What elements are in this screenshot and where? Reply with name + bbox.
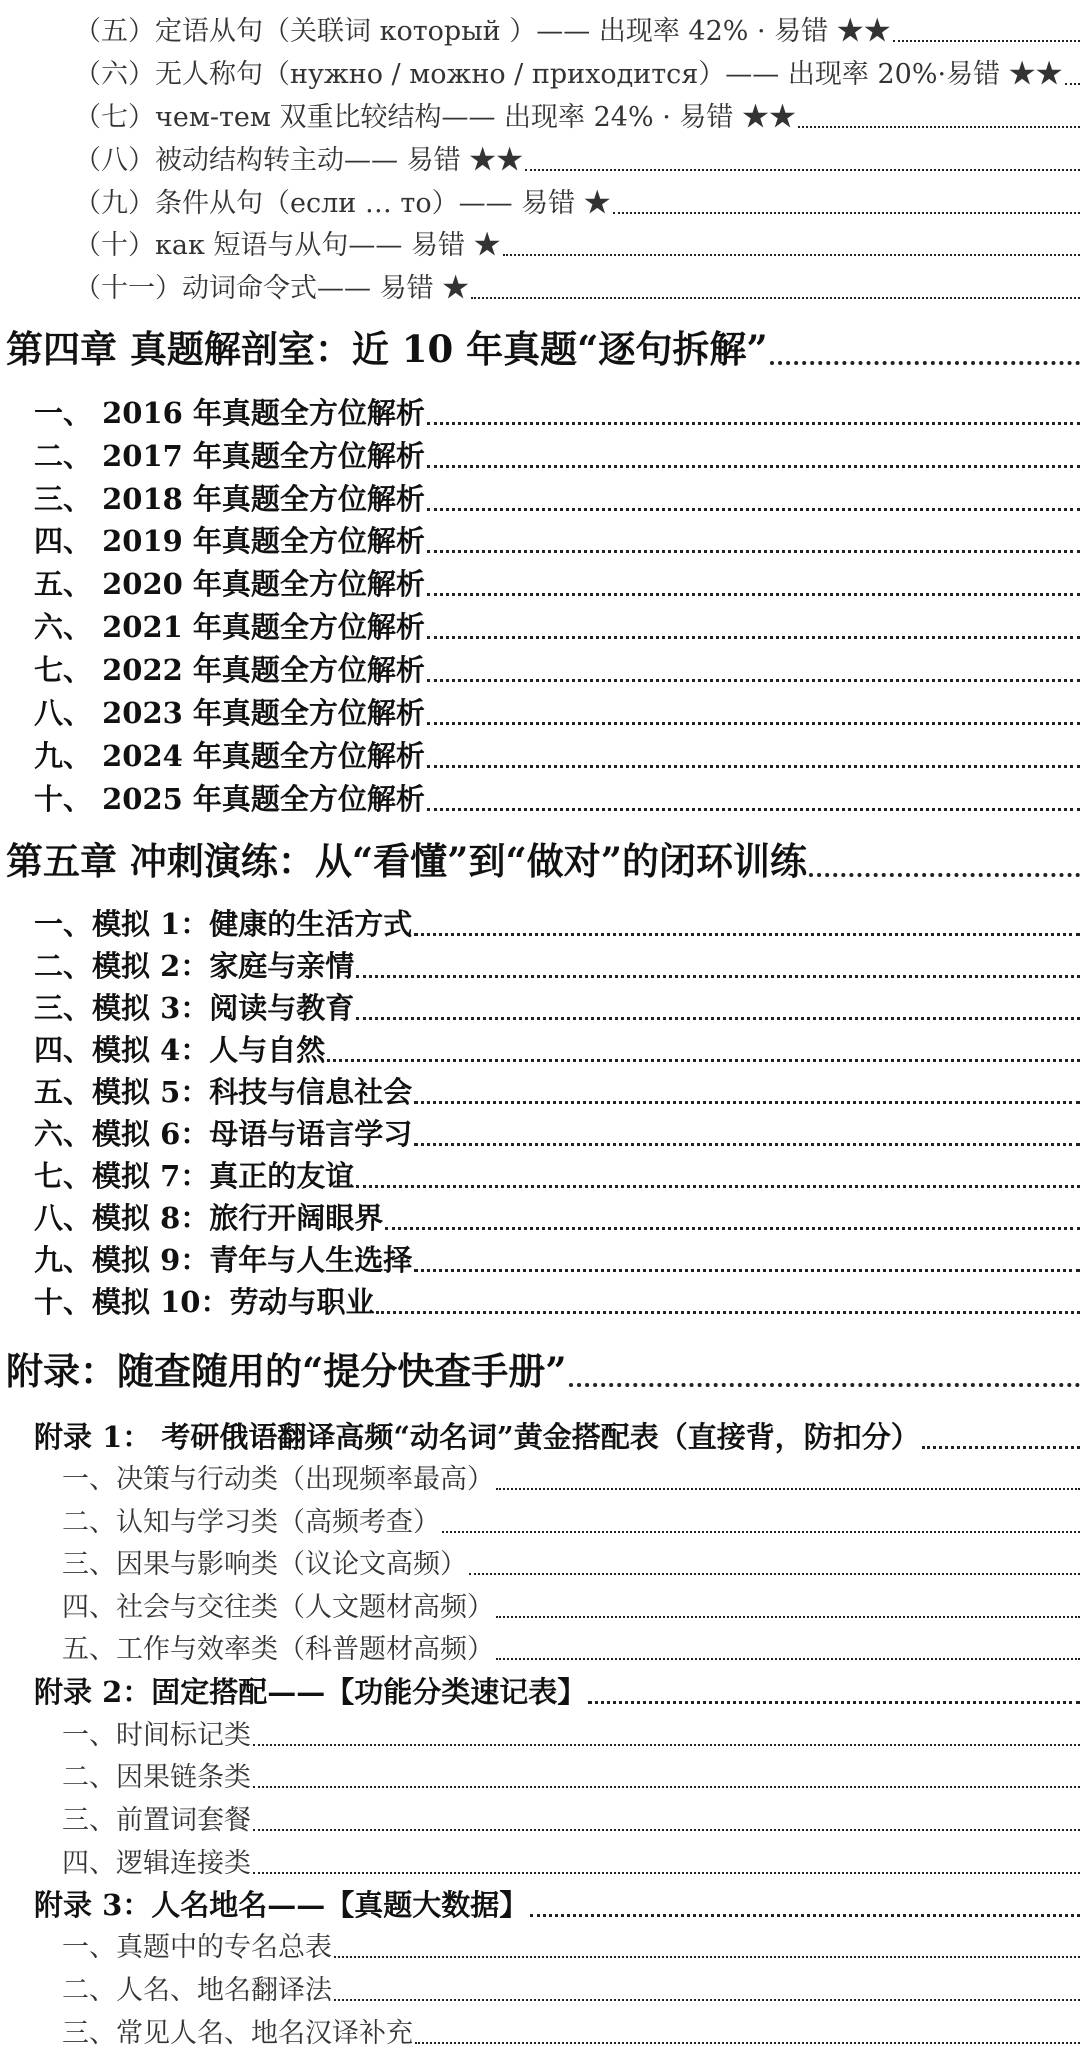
- toc-entry-label: （九）条件从句（если … то）—— 易错 ★: [74, 188, 611, 219]
- dot-leader: [469, 1573, 1080, 1575]
- dot-leader: [253, 1872, 1080, 1874]
- toc-entry[interactable]: [0, 985, 1080, 1027]
- toc-entry[interactable]: [0, 518, 1080, 560]
- dot-leader: [415, 2042, 1080, 2044]
- dot-leader: [442, 1531, 1080, 1533]
- dot-leader: [496, 1616, 1080, 1618]
- toc-entry-label: 二、认知与学习类（高频考查）: [62, 1507, 440, 1538]
- dot-leader: [893, 40, 1080, 42]
- toc-entry-label: 七、 2022 年真题全方位解析: [34, 653, 425, 687]
- dot-leader: [253, 1829, 1080, 1831]
- toc-entry[interactable]: [0, 1924, 1080, 1964]
- toc-entry[interactable]: [0, 1456, 1080, 1496]
- dot-leader: [798, 126, 1080, 128]
- toc-entry-label: 九、 2024 年真题全方位解析: [34, 739, 425, 773]
- toc-entry-label: （八）被动结构转主动—— 易错 ★★: [74, 145, 524, 176]
- dot-leader: [427, 808, 1080, 811]
- toc-entry-label: 二、人名、地名翻译法: [62, 1975, 332, 2006]
- toc-appendix-part[interactable]: [0, 1667, 1080, 1711]
- toc-entry[interactable]: [0, 137, 1080, 177]
- toc-entry-label: 八、 2023 年真题全方位解析: [34, 696, 425, 730]
- dot-leader: [427, 765, 1080, 768]
- dot-leader: [385, 1227, 1080, 1230]
- toc-entry-label: 六、模拟 6：母语与语言学习: [34, 1117, 413, 1151]
- toc-entry-label: 十、模拟 10：劳动与职业: [34, 1285, 375, 1319]
- toc-entry-label: 一、真题中的专名总表: [62, 1932, 332, 1963]
- toc-entry-label: 二、因果链条类: [62, 1762, 251, 1793]
- toc-entry-label: 三、 2018 年真题全方位解析: [34, 482, 425, 516]
- toc-entry[interactable]: [0, 1840, 1080, 1880]
- toc-entry-label: 七、模拟 7：真正的友谊: [34, 1159, 355, 1193]
- dot-leader: [356, 1017, 1080, 1020]
- toc-entry-label: 十、 2025 年真题全方位解析: [34, 782, 425, 816]
- toc-entry[interactable]: [0, 94, 1080, 134]
- toc-chapter-heading[interactable]: [0, 835, 1080, 885]
- toc-entry[interactable]: [0, 776, 1080, 818]
- toc-entry-label: 二、 2017 年真题全方位解析: [34, 439, 425, 473]
- dot-leader: [414, 933, 1080, 936]
- toc-entry-label: 五、模拟 5：科技与信息社会: [34, 1075, 413, 1109]
- appendix-title: 附录：随查随用的“提分快查手册”: [6, 1349, 567, 1393]
- dot-leader: [922, 1446, 1080, 1449]
- toc-entry-label: 四、模拟 4：人与自然: [34, 1033, 326, 1067]
- dot-leader: [253, 1786, 1080, 1788]
- toc-entry[interactable]: [0, 561, 1080, 603]
- toc-entry[interactable]: [0, 690, 1080, 732]
- toc-entry[interactable]: [0, 265, 1080, 305]
- dot-leader: [414, 1269, 1080, 1272]
- dot-leader: [427, 550, 1080, 553]
- toc-entry[interactable]: [0, 476, 1080, 518]
- toc-entry[interactable]: [0, 1499, 1080, 1539]
- toc-entry[interactable]: [0, 1279, 1080, 1321]
- toc-entry[interactable]: [0, 733, 1080, 775]
- toc-entry[interactable]: [0, 180, 1080, 220]
- toc-entry-label: （七）чем-тем 双重比较结构—— 出现率 24% · 易错 ★★: [74, 102, 796, 133]
- toc-entry[interactable]: [0, 1626, 1080, 1666]
- toc-entry-label: （六）无人称句（нужно / можно / приходится）—— 出现率 20%·易错 ★★: [74, 59, 1063, 90]
- toc-entry-label: 四、社会与交往类（人文题材高频）: [62, 1592, 494, 1623]
- dot-leader: [414, 1143, 1080, 1146]
- toc-appendix-heading[interactable]: [0, 1345, 1080, 1395]
- toc-entry[interactable]: [0, 1967, 1080, 2007]
- dot-leader: [427, 593, 1080, 596]
- dot-leader: [530, 1914, 1080, 1917]
- toc-entry[interactable]: [0, 8, 1080, 48]
- dot-leader: [356, 975, 1080, 978]
- dot-leader: [427, 508, 1080, 511]
- dot-leader: [569, 1383, 1080, 1387]
- toc-chapter-heading[interactable]: [0, 323, 1080, 373]
- dot-leader: [356, 1185, 1080, 1188]
- toc-entry[interactable]: [0, 604, 1080, 646]
- dot-leader: [496, 1658, 1080, 1660]
- toc-entry-label: 一、 2016 年真题全方位解析: [34, 396, 425, 430]
- toc-entry[interactable]: [0, 1541, 1080, 1581]
- toc-entry-label: 三、常见人名、地名汉译补充: [62, 2018, 413, 2049]
- appendix-part-title: 附录 1： 考研俄语翻译高频“动名词”黄金搭配表（直接背，防扣分）: [34, 1420, 920, 1454]
- dot-leader: [525, 169, 1080, 171]
- toc-entry-label: 一、决策与行动类（出现频率最高）: [62, 1464, 494, 1495]
- toc-entry[interactable]: [0, 1797, 1080, 1837]
- toc-entry[interactable]: [0, 1712, 1080, 1752]
- dot-leader: [253, 1744, 1080, 1746]
- toc-entry-label: （十一）动词命令式—— 易错 ★: [74, 273, 470, 304]
- dot-leader: [327, 1059, 1080, 1062]
- toc-entry-label: 一、时间标记类: [62, 1720, 251, 1751]
- toc-entry[interactable]: [0, 1069, 1080, 1111]
- toc-entry-label: 三、前置词套餐: [62, 1805, 251, 1836]
- toc-entry[interactable]: [0, 2010, 1080, 2050]
- toc-entry[interactable]: [0, 647, 1080, 689]
- dot-leader: [334, 1999, 1080, 2001]
- toc-entry[interactable]: [0, 1237, 1080, 1279]
- dot-leader: [770, 361, 1080, 365]
- toc-entry-label: 九、模拟 9：青年与人生选择: [34, 1243, 413, 1277]
- dot-leader: [496, 1488, 1080, 1490]
- chapter-title: 第五章 冲刺演练：从“看懂”到“做对”的闭环训练: [6, 839, 808, 883]
- toc-entry-label: 四、 2019 年真题全方位解析: [34, 524, 425, 558]
- toc-entry-label: 三、模拟 3：阅读与教育: [34, 991, 355, 1025]
- toc-entry[interactable]: [0, 1027, 1080, 1069]
- toc-entry[interactable]: [0, 390, 1080, 432]
- dot-leader: [588, 1701, 1080, 1704]
- dot-leader: [1065, 83, 1080, 85]
- dot-leader: [427, 679, 1080, 682]
- toc-entry-label: 八、模拟 8：旅行开阔眼界: [34, 1201, 384, 1235]
- toc-entry-label: 五、工作与效率类（科普题材高频）: [62, 1634, 494, 1665]
- dot-leader: [503, 254, 1080, 256]
- toc-entry-label: 五、 2020 年真题全方位解析: [34, 567, 425, 601]
- appendix-part-title: 附录 3：人名地名——【真题大数据】: [34, 1888, 529, 1922]
- dot-leader: [427, 636, 1080, 639]
- dot-leader: [376, 1311, 1080, 1314]
- toc-entry[interactable]: [0, 1195, 1080, 1237]
- toc-entry[interactable]: [0, 1584, 1080, 1624]
- dot-leader: [414, 1101, 1080, 1104]
- toc-entry[interactable]: [0, 1153, 1080, 1195]
- dot-leader: [427, 465, 1080, 468]
- toc-entry[interactable]: [0, 433, 1080, 475]
- toc-entry[interactable]: [0, 1754, 1080, 1794]
- dot-leader: [809, 873, 1080, 877]
- dot-leader: [613, 212, 1080, 214]
- dot-leader: [471, 297, 1080, 299]
- dot-leader: [334, 1956, 1080, 1958]
- toc-entry-label: （十）как 短语与从句—— 易错 ★: [74, 230, 501, 261]
- toc-entry[interactable]: [0, 222, 1080, 262]
- toc-entry[interactable]: [0, 1111, 1080, 1153]
- toc-entry-label: 六、 2021 年真题全方位解析: [34, 610, 425, 644]
- chapter-title: 第四章 真题解剖室：近 10 年真题“逐句拆解”: [6, 327, 768, 371]
- dot-leader: [427, 422, 1080, 425]
- toc-entry-label: 三、因果与影响类（议论文高频）: [62, 1549, 467, 1580]
- toc-appendix-part[interactable]: [0, 1880, 1080, 1924]
- appendix-part-title: 附录 2：固定搭配——【功能分类速记表】: [34, 1675, 587, 1709]
- toc-entry-label: 二、模拟 2：家庭与亲情: [34, 949, 355, 983]
- toc-entry-label: 四、逻辑连接类: [62, 1848, 251, 1879]
- toc-entry-label: （五）定语从句（关联词 который ）—— 出现率 42% · 易错 ★★: [74, 16, 891, 47]
- toc-entry[interactable]: [0, 901, 1080, 943]
- toc-entry[interactable]: [0, 943, 1080, 985]
- toc-entry[interactable]: [0, 51, 1080, 91]
- toc-entry-label: 一、模拟 1：健康的生活方式: [34, 907, 413, 941]
- dot-leader: [427, 722, 1080, 725]
- toc-appendix-part[interactable]: [0, 1412, 1080, 1456]
